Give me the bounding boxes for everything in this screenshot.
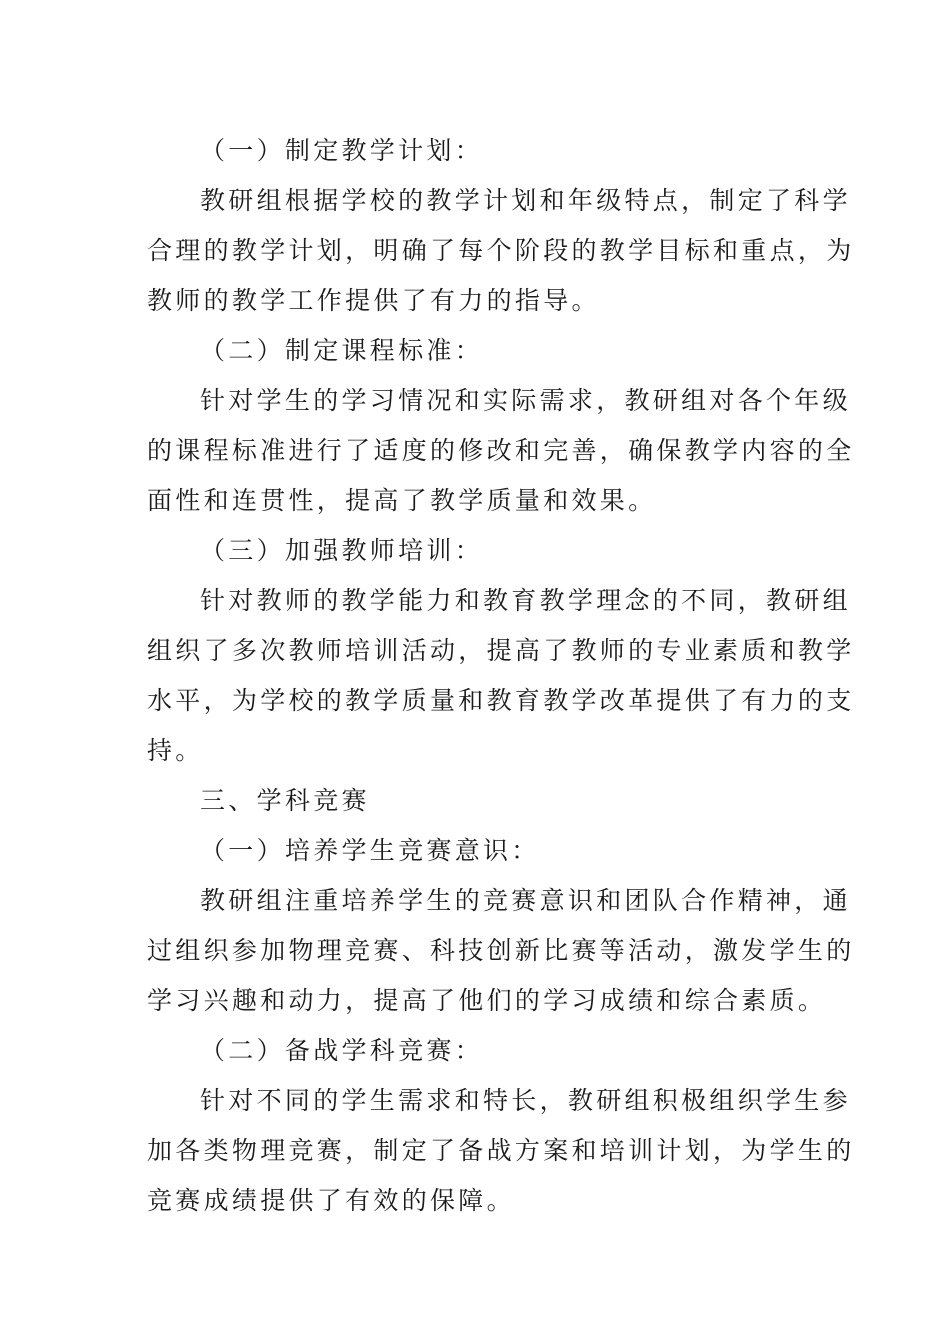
subsection-heading-plan: （一）制定教学计划： <box>200 136 484 165</box>
paragraph-line: 持。 <box>147 736 204 765</box>
subsection-heading-awareness: （一）培养学生竞赛意识： <box>200 836 540 865</box>
paragraph-line: 学习兴趣和动力，提高了他们的学习成绩和综合素质。 <box>147 986 827 1015</box>
document-body <box>147 126 855 1226</box>
paragraph-line: 针对教师的教学能力和教育教学理念的不同，教研组 <box>200 586 851 615</box>
subsection-heading-training: （三）加强教师培训： <box>200 536 484 565</box>
paragraph-line: 过组织参加物理竞赛、科技创新比赛等活动，激发学生的 <box>147 936 855 965</box>
paragraph-line: 教研组注重培养学生的竞赛意识和团队合作精神，通 <box>200 886 851 915</box>
paragraph-line: 组织了多次教师培训活动，提高了教师的专业素质和教学 <box>147 636 855 665</box>
paragraph-line: 加各类物理竞赛，制定了备战方案和培训计划，为学生的 <box>147 1136 855 1165</box>
paragraph-line: 针对学生的学习情况和实际需求，教研组对各个年级 <box>200 386 851 415</box>
paragraph-line: 教师的教学工作提供了有力的指导。 <box>147 286 600 315</box>
paragraph-line: 针对不同的学生需求和特长，教研组积极组织学生参 <box>200 1086 851 1115</box>
paragraph-line: 合理的教学计划，明确了每个阶段的教学目标和重点，为 <box>147 236 855 265</box>
subsection-heading-preparation: （二）备战学科竞赛： <box>200 1036 484 1065</box>
paragraph-line: 教研组根据学校的教学计划和年级特点，制定了科学 <box>200 186 851 215</box>
paragraph-line: 水平，为学校的教学质量和教育教学改革提供了有力的支 <box>147 686 855 715</box>
paragraph-line: 的课程标准进行了适度的修改和完善，确保教学内容的全 <box>147 436 855 465</box>
section-heading-competition: 三、学科竞赛 <box>200 786 370 815</box>
subsection-heading-standards: （二）制定课程标准： <box>200 336 484 365</box>
paragraph-line: 竞赛成绩提供了有效的保障。 <box>147 1186 515 1215</box>
paragraph-line: 面性和连贯性，提高了教学质量和效果。 <box>147 486 657 515</box>
